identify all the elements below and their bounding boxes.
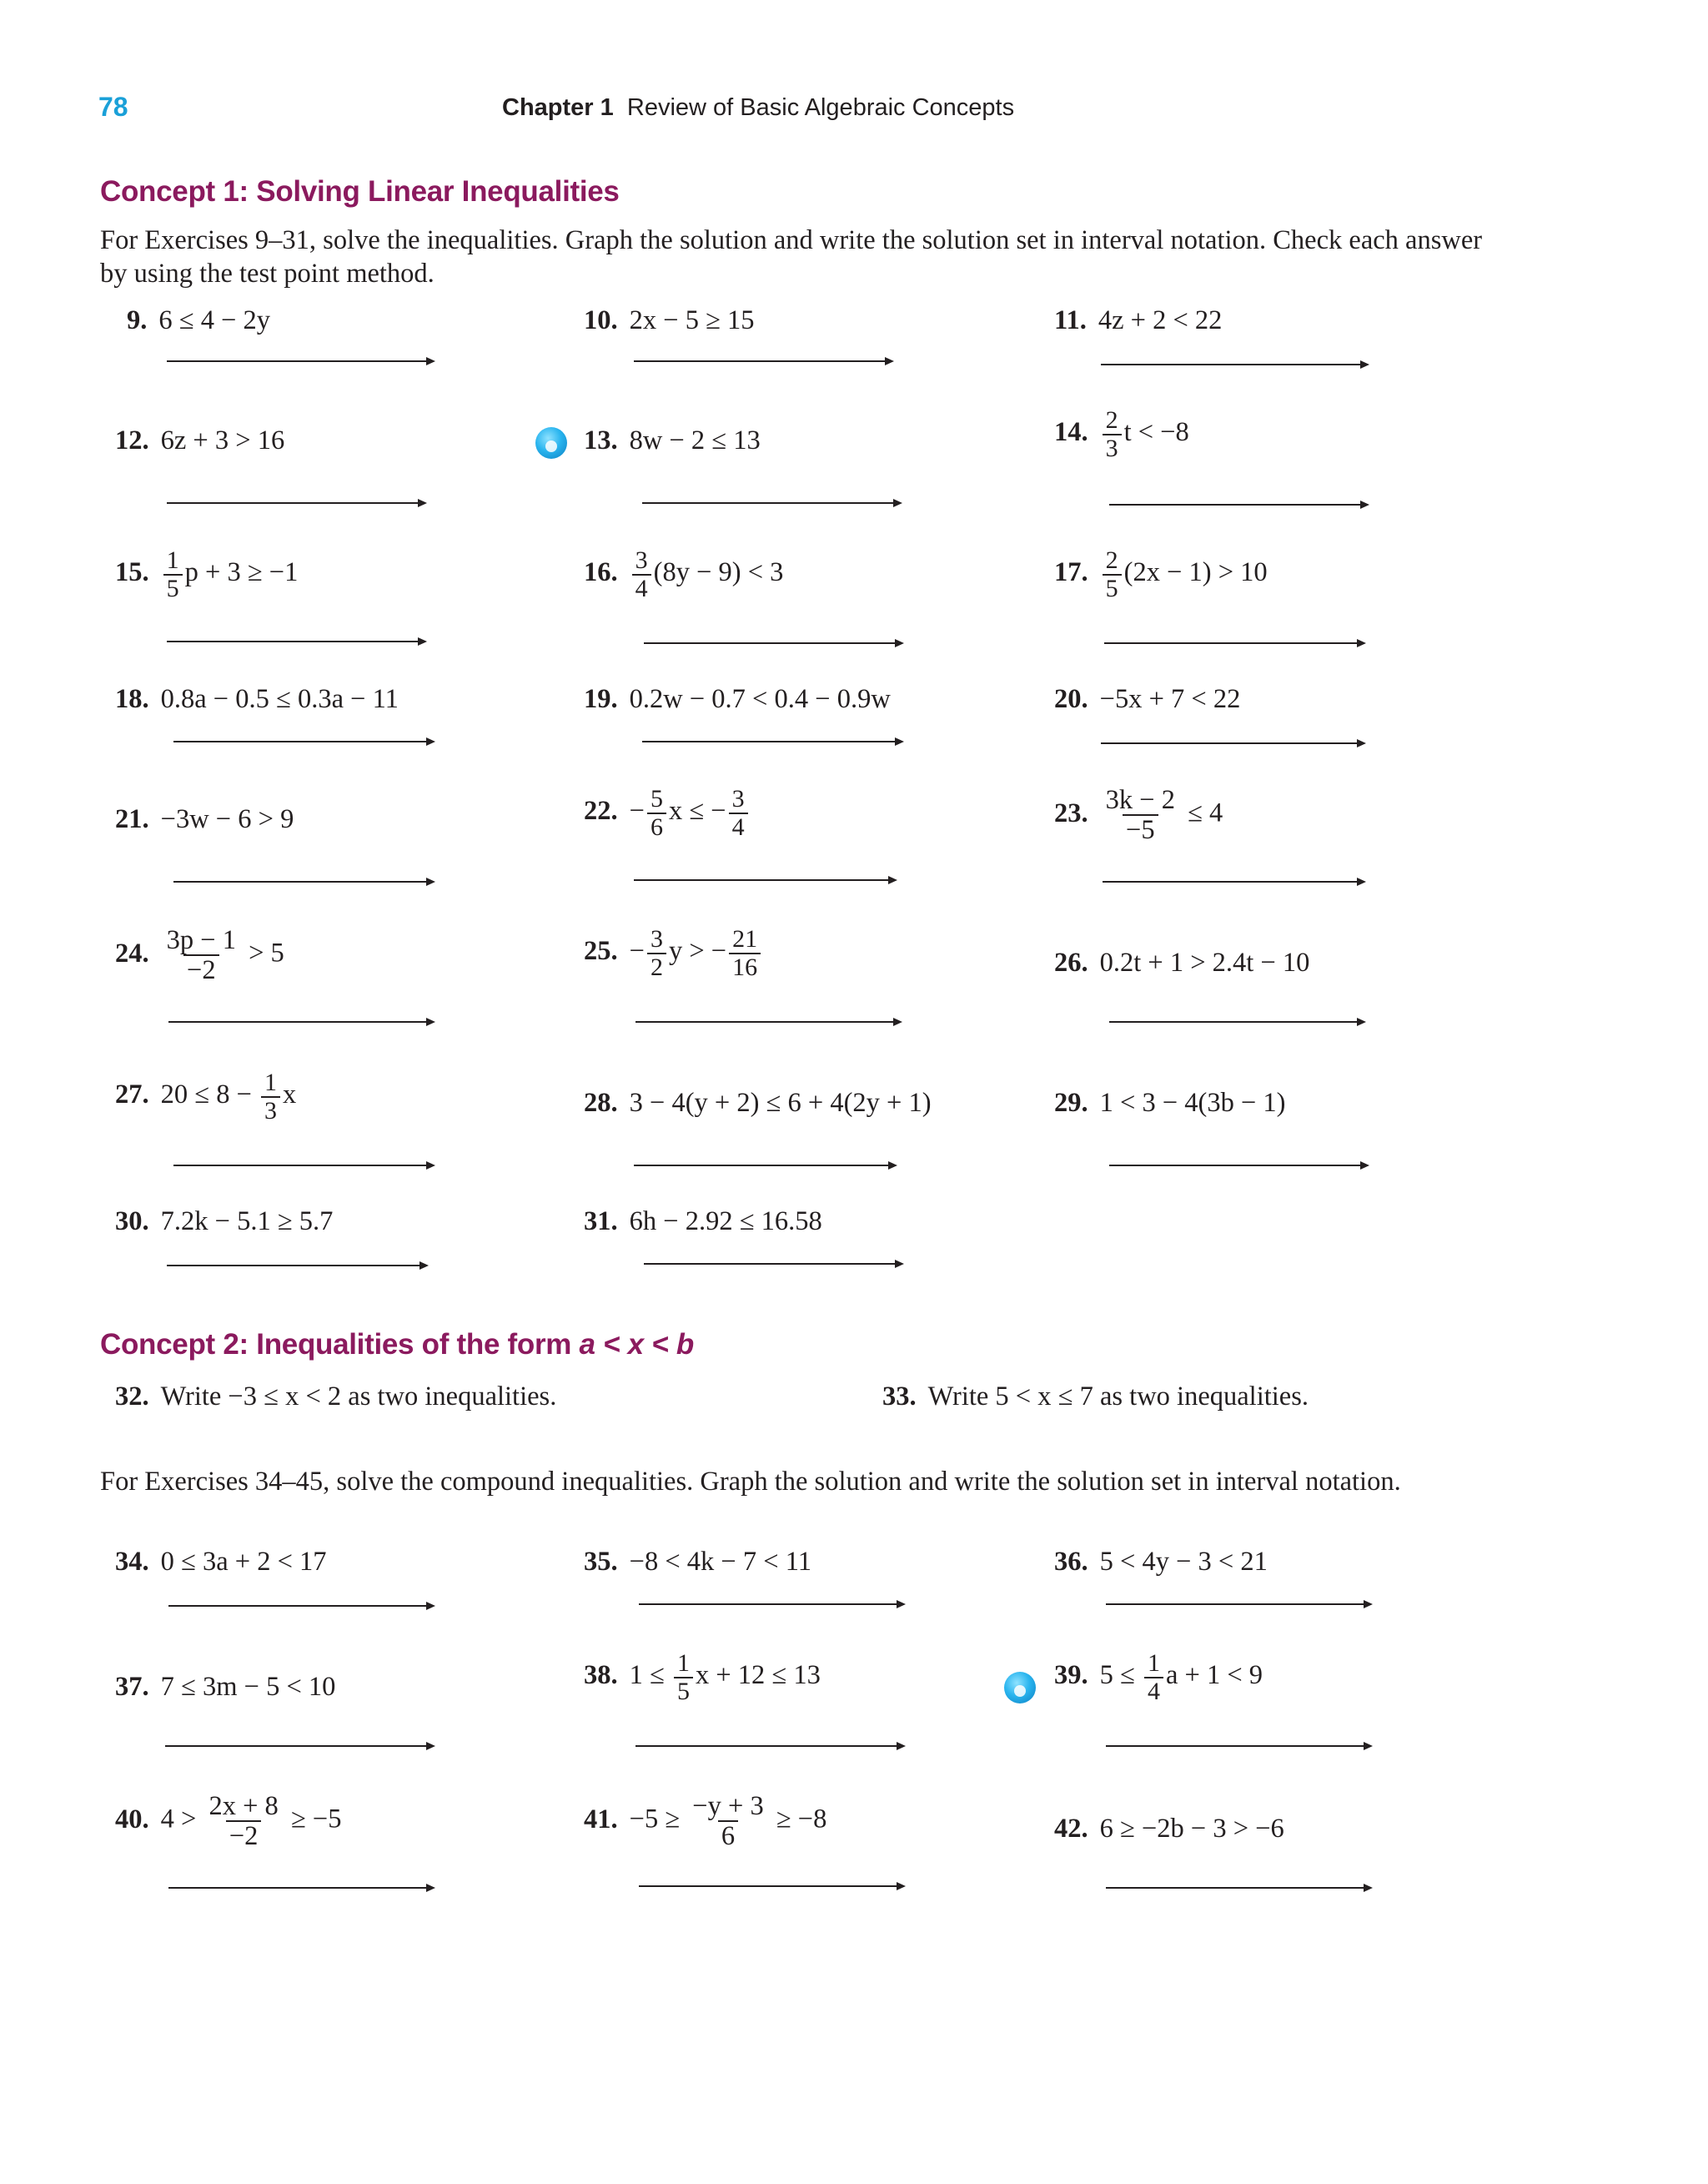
exercise-number: 40. bbox=[115, 1804, 149, 1834]
number-line-36 bbox=[1106, 1603, 1369, 1605]
exercise-expression: − bbox=[629, 935, 645, 966]
exercise-31 bbox=[584, 1206, 822, 1237]
exercise-expression: −5 ≥ bbox=[629, 1804, 687, 1834]
numerator: 1 bbox=[166, 546, 179, 574]
exercise-number: 12. bbox=[115, 425, 149, 455]
exercise-expression: (2x − 1) > 10 bbox=[1123, 556, 1268, 587]
number-line-12 bbox=[167, 502, 424, 504]
exercise-28 bbox=[584, 1088, 932, 1119]
exercise-number: 10. bbox=[584, 305, 618, 335]
exercise-25 bbox=[584, 926, 763, 980]
denominator: −5 bbox=[1123, 814, 1158, 844]
number-line-19 bbox=[642, 741, 901, 742]
exercise-38 bbox=[584, 1650, 821, 1704]
fraction bbox=[261, 1069, 280, 1124]
numerator: 3 bbox=[650, 925, 663, 953]
number-line-15 bbox=[167, 641, 424, 642]
number-line-39 bbox=[1106, 1745, 1369, 1747]
exercise-number: 17. bbox=[1054, 556, 1088, 587]
concept-2-title-math: a < x < b bbox=[579, 1328, 694, 1361]
exercise-42 bbox=[1054, 1814, 1284, 1844]
denominator: 4 bbox=[632, 574, 651, 602]
exercise-expression: 0.8a − 0.5 ≤ 0.3a − 11 bbox=[160, 684, 399, 714]
running-header bbox=[502, 94, 1014, 122]
exercise-22 bbox=[584, 786, 751, 840]
numerator: 3k − 2 bbox=[1105, 785, 1175, 815]
fraction bbox=[647, 926, 666, 980]
exercise-20 bbox=[1054, 684, 1240, 715]
exercise-23 bbox=[1054, 786, 1223, 844]
concept-2-title: Concept 2: Inequalities of the form bbox=[100, 1328, 580, 1361]
fraction bbox=[1103, 786, 1178, 844]
chapter-label: Chapter 1 bbox=[502, 94, 614, 121]
exercise-expression: p + 3 ≥ −1 bbox=[184, 556, 299, 587]
exercise-36 bbox=[1054, 1547, 1268, 1578]
exercise-number: 36. bbox=[1054, 1547, 1088, 1577]
number-line-21 bbox=[173, 881, 432, 883]
exercise-number: 42. bbox=[1054, 1814, 1088, 1844]
exercise-24 bbox=[115, 926, 284, 984]
exercise-expression: 6h − 2.92 ≤ 16.58 bbox=[629, 1206, 822, 1236]
video-icon[interactable] bbox=[535, 427, 567, 459]
number-line-35 bbox=[639, 1603, 902, 1605]
exercise-expression: ≥ −8 bbox=[769, 1804, 827, 1834]
fraction bbox=[163, 547, 183, 601]
exercise-18 bbox=[115, 684, 399, 715]
denominator: −2 bbox=[183, 954, 219, 984]
exercise-expression: 0.2t + 1 > 2.4t − 10 bbox=[1099, 948, 1310, 978]
exercise-expression: 0 ≤ 3a + 2 < 17 bbox=[160, 1547, 327, 1577]
exercise-expression: a + 1 < 9 bbox=[1165, 1659, 1263, 1690]
number-line-23 bbox=[1103, 881, 1363, 883]
fraction bbox=[647, 786, 666, 840]
exercise-number: 41. bbox=[584, 1804, 618, 1834]
exercise-40 bbox=[115, 1792, 341, 1850]
exercise-expression: x bbox=[283, 1079, 297, 1110]
exercise-expression: 6z + 3 > 16 bbox=[160, 425, 285, 455]
denominator: 5 bbox=[674, 1677, 693, 1705]
exercise-number: 19. bbox=[584, 684, 618, 714]
page-number: 78 bbox=[98, 92, 128, 122]
exercise-number: 33. bbox=[882, 1381, 917, 1412]
numerator: 21 bbox=[732, 925, 758, 953]
exercise-32 bbox=[115, 1381, 556, 1412]
exercise-expression: 6 ≥ −2b − 3 > −6 bbox=[1099, 1814, 1284, 1844]
exercise-number: 23. bbox=[1054, 798, 1088, 828]
denominator: 3 bbox=[1103, 434, 1122, 462]
exercise-expression: x ≤ − bbox=[668, 795, 726, 826]
numerator: 2 bbox=[1105, 406, 1118, 434]
chapter-title: Review of Basic Algebraic Concepts bbox=[626, 94, 1015, 121]
number-line-38 bbox=[635, 1745, 902, 1747]
exercise-expression: > 5 bbox=[241, 938, 284, 969]
numerator: 3p − 1 bbox=[166, 925, 236, 955]
number-line-30 bbox=[167, 1265, 425, 1266]
denominator: 2 bbox=[647, 953, 666, 981]
fraction bbox=[1103, 407, 1122, 461]
exercise-expression: ≥ −5 bbox=[284, 1804, 342, 1834]
exercise-35 bbox=[584, 1547, 811, 1578]
exercise-21 bbox=[115, 804, 294, 835]
fraction bbox=[205, 1792, 281, 1850]
exercise-expression: 6 ≤ 4 − 2y bbox=[158, 305, 271, 335]
fraction bbox=[1144, 1650, 1163, 1704]
exercise-30 bbox=[115, 1206, 333, 1237]
exercise-expression: 0.2w − 0.7 < 0.4 − 0.9w bbox=[629, 684, 891, 714]
number-line-16 bbox=[644, 642, 901, 644]
exercise-9 bbox=[127, 305, 270, 336]
exercise-expression: Write −3 ≤ x < 2 as two inequalities. bbox=[160, 1381, 557, 1412]
denominator: 4 bbox=[729, 813, 748, 841]
exercise-expression: − bbox=[629, 795, 645, 826]
denominator: 16 bbox=[729, 953, 761, 981]
numerator: 3 bbox=[635, 546, 648, 574]
exercise-expression: y > − bbox=[668, 935, 727, 966]
exercise-13 bbox=[584, 425, 761, 456]
number-line-34 bbox=[168, 1605, 432, 1607]
numerator: −y + 3 bbox=[692, 1791, 764, 1821]
denominator: 3 bbox=[261, 1096, 280, 1125]
number-line-10 bbox=[634, 360, 891, 362]
number-line-42 bbox=[1106, 1887, 1369, 1889]
exercise-number: 21. bbox=[115, 804, 149, 834]
exercise-37 bbox=[115, 1672, 335, 1703]
numerator: 2x + 8 bbox=[208, 1791, 279, 1821]
exercise-number: 30. bbox=[115, 1206, 149, 1236]
number-line-13 bbox=[642, 502, 899, 504]
exercise-number: 29. bbox=[1054, 1088, 1088, 1118]
exercise-15 bbox=[115, 547, 298, 601]
denominator: 6 bbox=[718, 1820, 738, 1850]
exercise-39 bbox=[1054, 1650, 1263, 1704]
numerator: 1 bbox=[676, 1649, 690, 1677]
exercise-number: 32. bbox=[115, 1381, 149, 1412]
exercise-number: 22. bbox=[584, 795, 618, 826]
exercise-number: 11. bbox=[1054, 305, 1087, 335]
exercise-number: 35. bbox=[584, 1547, 618, 1577]
number-line-14 bbox=[1109, 504, 1366, 506]
number-line-28 bbox=[634, 1165, 894, 1166]
exercise-expression: −8 < 4k − 7 < 11 bbox=[629, 1547, 811, 1577]
exercise-26 bbox=[1054, 948, 1309, 979]
number-line-27 bbox=[173, 1165, 432, 1166]
exercise-expression: 7 ≤ 3m − 5 < 10 bbox=[160, 1672, 336, 1702]
numerator: 5 bbox=[650, 785, 663, 813]
number-line-24 bbox=[168, 1021, 432, 1023]
exercise-expression: −3w − 6 > 9 bbox=[160, 804, 294, 834]
video-icon[interactable] bbox=[1004, 1672, 1036, 1703]
concept-2-instructions: For Exercises 34–45, solve the compound inequalities. Graph the solution and write the solution set in interval notation. bbox=[100, 1467, 1401, 1497]
exercise-expression: 4z + 2 < 22 bbox=[1098, 305, 1223, 335]
denominator: 4 bbox=[1144, 1677, 1163, 1705]
exercise-number: 26. bbox=[1054, 948, 1088, 978]
exercise-10 bbox=[584, 305, 755, 336]
exercise-expression: t < −8 bbox=[1123, 416, 1189, 447]
exercise-expression: 20 ≤ 8 − bbox=[160, 1079, 259, 1110]
exercise-expression: 3 − 4(y + 2) ≤ 6 + 4(2y + 1) bbox=[629, 1088, 932, 1118]
exercise-33 bbox=[882, 1381, 1309, 1412]
exercise-41 bbox=[584, 1792, 826, 1850]
exercise-expression: 8w − 2 ≤ 13 bbox=[629, 425, 761, 455]
exercise-14 bbox=[1054, 407, 1189, 461]
exercise-number: 9. bbox=[127, 305, 148, 335]
fraction bbox=[632, 547, 651, 601]
fraction bbox=[163, 926, 239, 984]
exercise-expression: 1 ≤ bbox=[629, 1659, 671, 1690]
number-line-26 bbox=[1109, 1021, 1363, 1023]
number-line-29 bbox=[1109, 1165, 1366, 1166]
number-line-22 bbox=[634, 879, 894, 881]
exercise-12 bbox=[115, 425, 284, 456]
fraction bbox=[1103, 547, 1122, 601]
number-line-17 bbox=[1104, 642, 1363, 644]
numerator: 3 bbox=[731, 785, 745, 813]
denominator: −2 bbox=[226, 1820, 262, 1850]
exercise-number: 31. bbox=[584, 1206, 618, 1236]
exercise-expression: 5 < 4y − 3 < 21 bbox=[1099, 1547, 1268, 1577]
exercise-expression: 7.2k − 5.1 ≥ 5.7 bbox=[160, 1206, 334, 1236]
number-line-9 bbox=[167, 360, 432, 362]
fraction bbox=[674, 1650, 693, 1704]
exercise-number: 18. bbox=[115, 684, 149, 714]
exercise-expression: 4 > bbox=[160, 1804, 203, 1834]
exercise-number: 14. bbox=[1054, 416, 1088, 447]
exercise-number: 25. bbox=[584, 935, 618, 966]
exercise-number: 38. bbox=[584, 1659, 618, 1690]
exercise-number: 13. bbox=[584, 425, 618, 455]
exercise-expression: (8y − 9) < 3 bbox=[653, 556, 784, 587]
exercise-expression: 2x − 5 ≥ 15 bbox=[629, 305, 755, 335]
exercise-expression: x + 12 ≤ 13 bbox=[695, 1659, 821, 1690]
exercise-number: 16. bbox=[584, 556, 618, 587]
concept-1-instructions: For Exercises 9–31, solve the inequalities. Graph the solution and write the solution set in interval notation. Check each answer by using the test point method. bbox=[100, 225, 1483, 289]
exercise-16 bbox=[584, 547, 783, 601]
numerator: 1 bbox=[1147, 1649, 1160, 1677]
exercise-number: 39. bbox=[1054, 1659, 1088, 1690]
denominator: 6 bbox=[647, 813, 666, 841]
exercise-number: 28. bbox=[584, 1088, 618, 1118]
number-line-31 bbox=[644, 1263, 901, 1265]
concept-2-heading bbox=[100, 1328, 694, 1361]
exercise-number: 27. bbox=[115, 1079, 149, 1110]
number-line-40 bbox=[168, 1887, 432, 1889]
exercise-19 bbox=[584, 684, 891, 715]
exercise-number: 34. bbox=[115, 1547, 149, 1577]
number-line-18 bbox=[173, 741, 432, 742]
exercise-number: 15. bbox=[115, 556, 149, 587]
number-line-25 bbox=[635, 1021, 899, 1023]
exercise-number: 24. bbox=[115, 938, 149, 969]
exercise-number: 37. bbox=[115, 1672, 149, 1702]
exercise-17 bbox=[1054, 547, 1268, 601]
fraction bbox=[689, 1792, 766, 1850]
exercise-expression: ≤ 4 bbox=[1180, 798, 1223, 828]
denominator: 5 bbox=[1103, 574, 1122, 602]
exercise-expression: −5x + 7 < 22 bbox=[1099, 684, 1241, 714]
numerator: 1 bbox=[264, 1069, 278, 1096]
exercise-11 bbox=[1054, 305, 1222, 336]
number-line-11 bbox=[1101, 364, 1366, 365]
number-line-41 bbox=[639, 1885, 902, 1887]
numerator: 2 bbox=[1105, 546, 1118, 574]
exercise-27 bbox=[115, 1069, 296, 1124]
exercise-expression: 1 < 3 − 4(3b − 1) bbox=[1099, 1088, 1286, 1118]
denominator: 5 bbox=[163, 574, 183, 602]
exercise-number: 20. bbox=[1054, 684, 1088, 714]
number-line-20 bbox=[1101, 742, 1363, 744]
exercise-29 bbox=[1054, 1088, 1286, 1119]
fraction bbox=[729, 786, 748, 840]
exercise-expression: Write 5 < x ≤ 7 as two inequalities. bbox=[927, 1381, 1309, 1412]
number-line-37 bbox=[165, 1745, 432, 1747]
fraction bbox=[729, 926, 761, 980]
exercise-34 bbox=[115, 1547, 327, 1578]
concept-1-heading: Concept 1: Solving Linear Inequalities bbox=[100, 175, 620, 208]
exercise-expression: 5 ≤ bbox=[1099, 1659, 1142, 1690]
